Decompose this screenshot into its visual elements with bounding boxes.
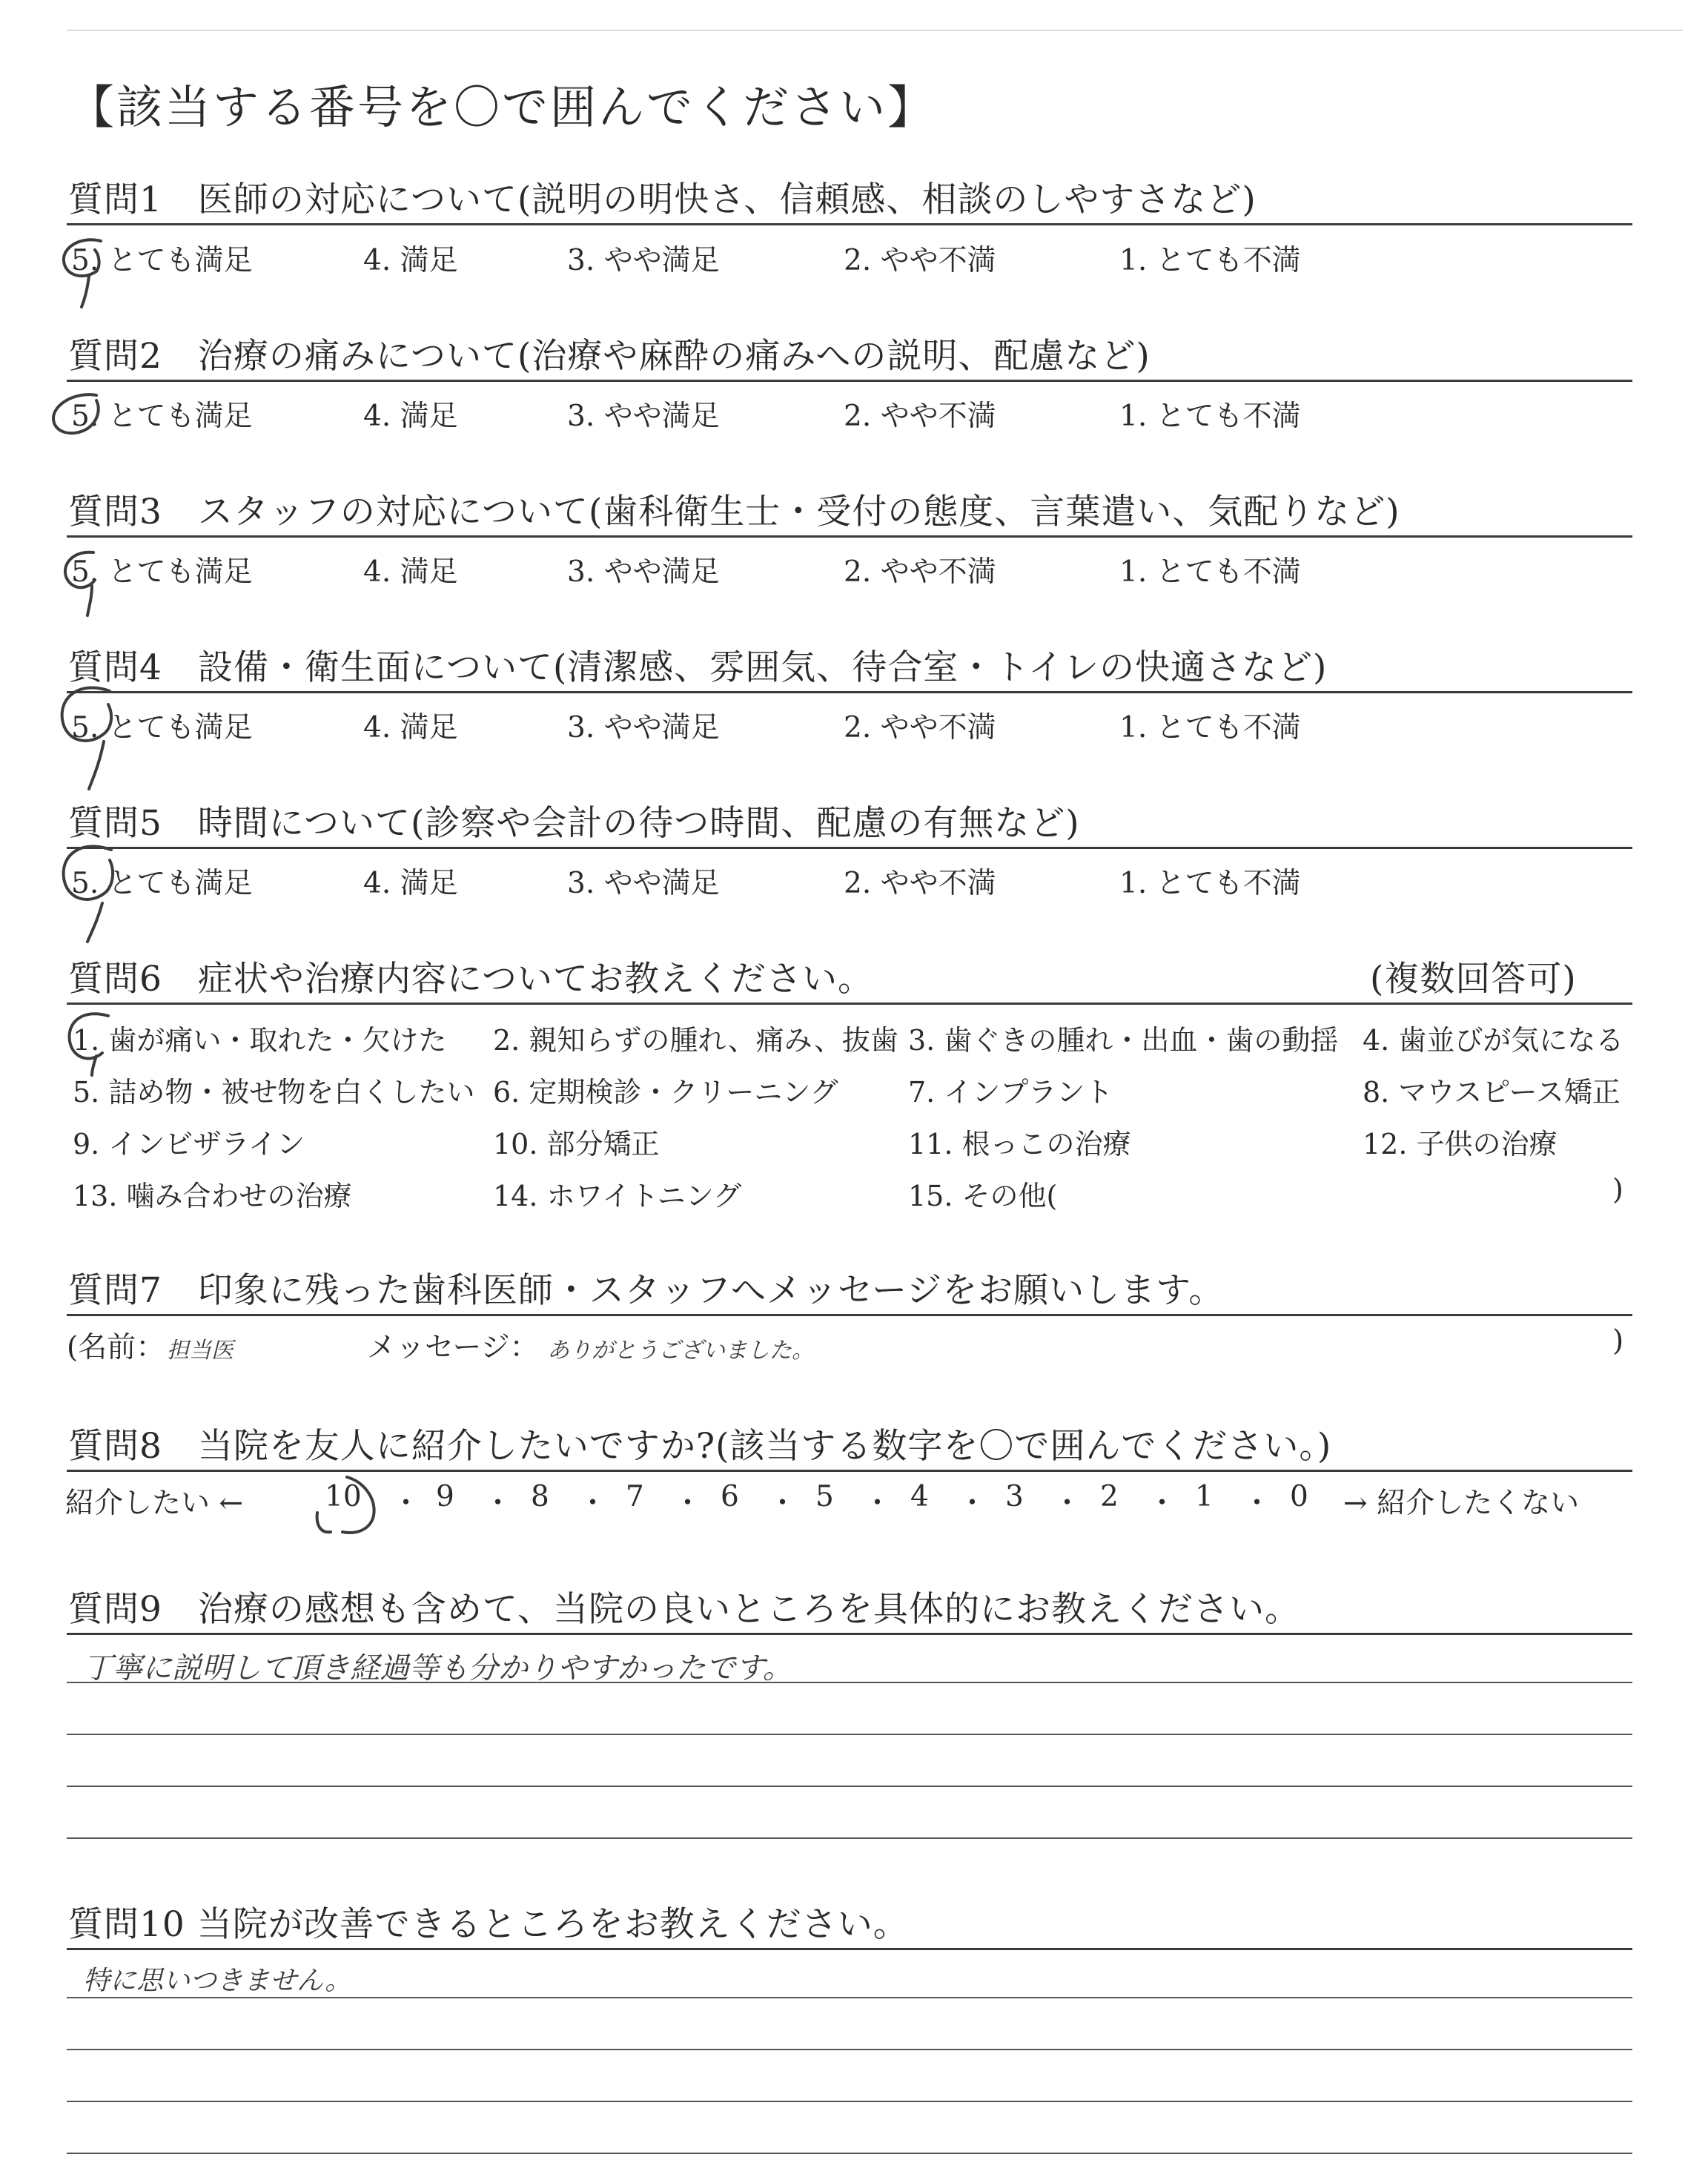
q3-circle-mark <box>65 552 95 615</box>
q5-option-1[interactable]: 1. とても不満 <box>1119 867 1301 900</box>
q1-option-3[interactable]: 3. やや満足 <box>567 244 720 277</box>
q7-message-label: メッセージ： <box>367 1331 539 1364</box>
q3-option-2[interactable]: 2. やや不満 <box>844 555 996 589</box>
q6-item-10[interactable]: 10. 部分矯正 <box>493 1128 660 1160</box>
question-4-label: 質問4 設備・衛生面について(清潔感、雰囲気、待合室・トイレの快適さなど) <box>68 647 1328 688</box>
q8-score-9[interactable]: 9 <box>436 1480 454 1513</box>
question-3-label: 質問3 スタッフの対応について(歯科衛生士・受付の態度、言葉遣い、気配りなど) <box>68 492 1400 532</box>
q4-option-4[interactable]: 4. 満足 <box>363 711 458 744</box>
q6-item-12[interactable]: 12. 子供の治療 <box>1363 1128 1558 1160</box>
q4-option-1[interactable]: 1. とても不満 <box>1119 711 1301 744</box>
q8-score-2[interactable]: 2 <box>1100 1480 1119 1513</box>
question-7-label: 質問7 印象に残った歯科医師・スタッフへメッセージをお願いします。 <box>68 1270 1225 1311</box>
q1-option-5[interactable]: 5. とても満足 <box>71 244 253 277</box>
q8-dot: ・ <box>578 1487 608 1520</box>
q6-item-7[interactable]: 7. インプラント <box>908 1076 1113 1109</box>
q8-score-8[interactable]: 8 <box>531 1480 549 1513</box>
q2-option-2[interactable]: 2. やや不満 <box>844 400 996 433</box>
q2-option-1[interactable]: 1. とても不満 <box>1119 400 1301 433</box>
q8-score-5[interactable]: 5 <box>815 1480 834 1513</box>
q3-option-3[interactable]: 3. やや満足 <box>567 555 720 589</box>
q5-option-2[interactable]: 2. やや不満 <box>844 867 996 900</box>
q2-circle-mark <box>53 394 99 433</box>
q8-score-4[interactable]: 4 <box>910 1480 929 1513</box>
q8-dot: ・ <box>958 1487 987 1520</box>
q8-dot: ・ <box>1148 1487 1177 1520</box>
q8-score-10[interactable]: 10 <box>325 1480 362 1513</box>
q7-message-handwritten[interactable]: ありがとうございました。 <box>547 1338 814 1364</box>
q5-option-4[interactable]: 4. 満足 <box>363 867 458 900</box>
question-6-label: 質問6 症状や治療内容についてお教えください。 <box>68 959 873 1000</box>
q10-answer-handwritten[interactable]: 特に思いつきません。 <box>83 1966 352 1996</box>
q6-item-1[interactable]: 1. 歯が痛い・取れた・欠けた <box>73 1024 447 1057</box>
q6-item-13[interactable]: 13. 噛み合わせの治療 <box>73 1180 352 1212</box>
q8-right-label: → 紹介したくない <box>1343 1487 1580 1520</box>
q4-option-3[interactable]: 3. やや満足 <box>567 711 720 744</box>
q6-item-6[interactable]: 6. 定期検診・クリーニング <box>493 1076 838 1109</box>
q2-option-4[interactable]: 4. 満足 <box>363 400 458 433</box>
q4-option-5[interactable]: 5. とても満足 <box>71 711 253 744</box>
q6-item-15-close: ) <box>1612 1173 1623 1206</box>
q6-item-14[interactable]: 14. ホワイトニング <box>493 1180 742 1212</box>
q6-item-3[interactable]: 3. 歯ぐきの腫れ・出血・歯の動揺 <box>908 1024 1339 1057</box>
question-2-label: 質問2 治療の痛みについて(治療や麻酔の痛みへの説明、配慮など) <box>68 336 1151 377</box>
q5-circle-mark <box>64 846 113 942</box>
q1-circle-mark <box>64 240 101 307</box>
q8-circle-mark <box>317 1477 374 1533</box>
page-title: 【該当する番号を〇で囲んでください】 <box>68 80 936 134</box>
q3-option-4[interactable]: 4. 満足 <box>363 555 458 589</box>
q7-close-paren: ) <box>1612 1324 1624 1358</box>
q8-score-0[interactable]: 0 <box>1290 1480 1308 1513</box>
q4-circle-mark <box>62 687 111 789</box>
question-6-note: (複数回答可) <box>1370 959 1577 1000</box>
q6-item-5[interactable]: 5. 詰め物・被せ物を白くしたい <box>73 1076 475 1109</box>
question-1-label: 質問1 医師の対応について(説明の明快さ、信頼感、相談のしやすさなど) <box>68 179 1257 220</box>
q7-name-handwritten[interactable]: 担当医 <box>167 1338 234 1364</box>
q3-option-1[interactable]: 1. とても不満 <box>1119 555 1301 589</box>
q6-item-11[interactable]: 11. 根っこの治療 <box>908 1128 1131 1160</box>
q6-circle-mark <box>70 1014 108 1075</box>
q8-dot: ・ <box>1053 1487 1082 1520</box>
q6-item-2[interactable]: 2. 親知らずの腫れ、痛み、抜歯 <box>493 1024 898 1057</box>
q8-dot: ・ <box>483 1487 513 1520</box>
q1-option-2[interactable]: 2. やや不満 <box>844 244 996 277</box>
q8-score-6[interactable]: 6 <box>721 1480 739 1513</box>
q3-option-5[interactable]: 5. とても満足 <box>71 555 253 589</box>
question-5-label: 質問5 時間について(診察や会計の待つ時間、配慮の有無など) <box>68 803 1080 844</box>
q8-left-label: 紹介したい ← <box>65 1487 244 1520</box>
question-9-label: 質問9 治療の感想も含めて、当院の良いところを具体的にお教えください。 <box>68 1589 1300 1630</box>
q1-option-4[interactable]: 4. 満足 <box>363 244 458 277</box>
q4-option-2[interactable]: 2. やや不満 <box>844 711 996 744</box>
q8-score-7[interactable]: 7 <box>626 1480 644 1513</box>
q2-option-5[interactable]: 5. とても満足 <box>71 400 253 433</box>
q8-score-3[interactable]: 3 <box>1005 1480 1024 1513</box>
q7-name-label: (名前： <box>67 1331 165 1364</box>
q6-item-4[interactable]: 4. 歯並びが気になる <box>1363 1024 1624 1057</box>
q5-option-5[interactable]: 5. とても満足 <box>71 867 253 900</box>
q8-dot: ・ <box>391 1487 421 1520</box>
q8-dot: ・ <box>1242 1487 1272 1520</box>
q8-dot: ・ <box>863 1487 893 1520</box>
q6-item-9[interactable]: 9. インビザライン <box>73 1128 305 1160</box>
q8-dot: ・ <box>768 1487 798 1520</box>
q8-dot: ・ <box>673 1487 703 1520</box>
question-8-label: 質問8 当院を友人に紹介したいですか?(該当する数字を〇で囲んでください。) <box>68 1426 1332 1467</box>
q8-score-1[interactable]: 1 <box>1195 1480 1214 1513</box>
q9-answer-handwritten[interactable]: 丁寧に説明して頂き経過等も分かりやすかったです。 <box>83 1651 792 1685</box>
q2-option-3[interactable]: 3. やや満足 <box>567 400 720 433</box>
q5-option-3[interactable]: 3. やや満足 <box>567 867 720 900</box>
q1-option-1[interactable]: 1. とても不満 <box>1119 244 1301 277</box>
q6-item-15[interactable]: 15. その他( <box>908 1180 1058 1212</box>
q6-item-8[interactable]: 8. マウスピース矯正 <box>1363 1076 1621 1109</box>
question-10-label: 質問10 当院が改善できるところをお教えください。 <box>68 1904 909 1945</box>
